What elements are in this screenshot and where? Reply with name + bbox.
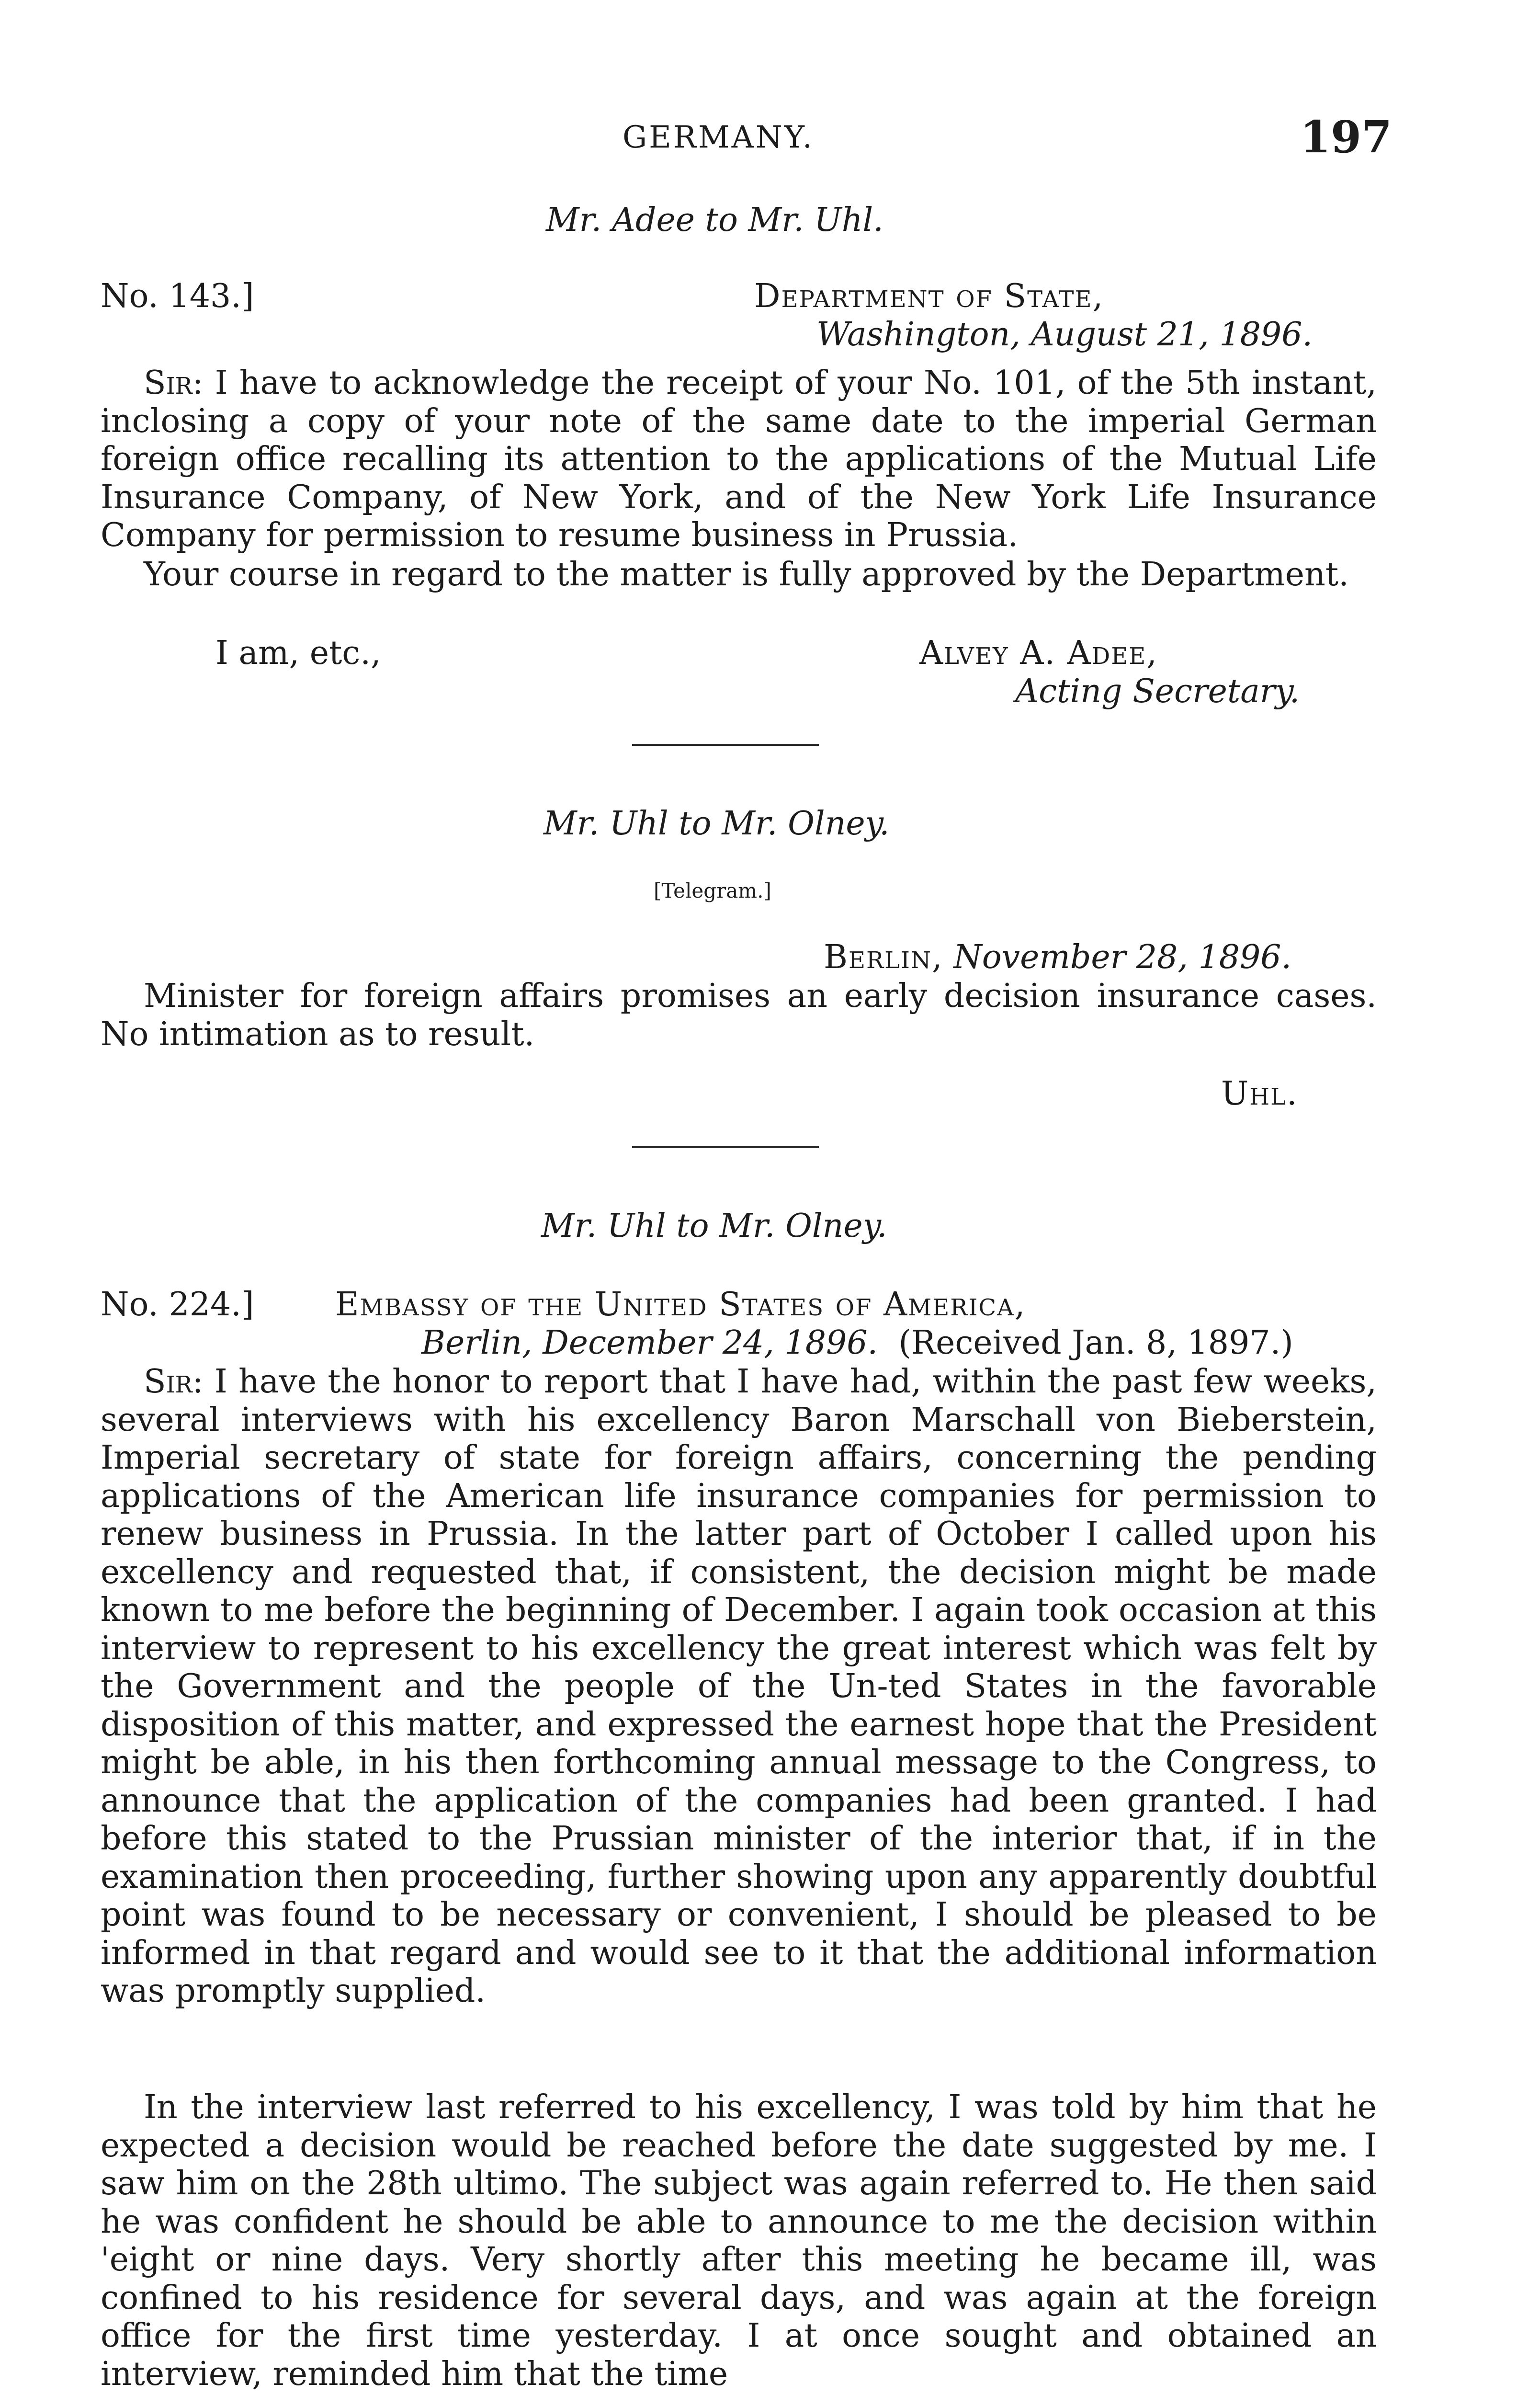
- running-head: GERMANY.: [623, 120, 815, 155]
- letter2-dateline: Berlin, November 28, 1896.: [824, 938, 1292, 976]
- letter2-heading: Mr. Uhl to Mr. Olney.: [544, 805, 890, 843]
- letter1-office: Department of State,: [754, 277, 1104, 315]
- telegram-note: [Telegram.]: [654, 879, 771, 902]
- letter1-signature: Alvey A. Adee,: [919, 634, 1158, 672]
- letter1-title: Acting Secretary.: [1015, 673, 1300, 710]
- letter3-heading: Mr. Uhl to Mr. Olney.: [541, 1207, 887, 1245]
- section-divider: [632, 744, 819, 746]
- letter1-paragraph-2: Your course in regard to the matter is fully approved by the Department.: [144, 556, 1349, 593]
- letter1-paragraph-1: Sir: I have to acknowledge the receipt of your No. 101, of the 5th instant, inclosing a copy of your note of the same date to the imperial German foreign office recalling its attention to the applications of the Mutual Life Insurance Company, of New York, and of the New York Life Insurance Company for permission to resume business in Prussia.: [101, 364, 1377, 554]
- letter3-number: No. 224.]: [101, 1286, 254, 1323]
- letter1-number: No. 143.]: [101, 277, 254, 315]
- letter2-paragraph: Minister for foreign affairs promises an early decision insurance cases. No intimation as to result.: [101, 977, 1377, 1053]
- letter2-signature: Uhl.: [1221, 1075, 1298, 1113]
- letter1-place-date: Washington, August 21, 1896.: [816, 316, 1313, 354]
- letter3-salutation: Sir:: [144, 1363, 204, 1401]
- page-number: 197: [1300, 111, 1393, 163]
- letter3-office: Embassy of the United States of America,: [335, 1286, 1026, 1323]
- letter1-heading: Mr. Adee to Mr. Uhl.: [546, 201, 883, 239]
- letter3-dateline: Berlin, December 24, 1896. (Received Jan. 8, 1897.): [421, 1324, 1293, 1362]
- section-divider: [632, 1146, 819, 1148]
- letter1-closing: I am, etc.,: [215, 634, 381, 672]
- letter3-paragraph-1: Sir: I have the honor to report that I have had, within the past few weeks, several interviews with his excellency Baron Marschall von Bieberstein, Imperial secretary of state for foreign affairs, concerning the pending applications of the American life insurance companies for permission to renew business in Prussia. In the latter part of October I called upon his excellency and requested that, if consistent, the decision might be made known to me before the beginning of December. I again took occasion at this interview to represent to his excellency the great interest which was felt by the Government and the people of the Un-ted States in the favorable disposition of this matter, and expressed the earnest hope that the President might be able, in his then forthcoming annual message to the Congress, to announce that the application of the companies had been granted. I had before this stated to the Prussian minister of the interior that, if in the examination then proceeding, further showing upon any apparently doubtful point was found to be necessary or convenient, I should be pleased to be informed in that regard and would see to it that the additional information was promptly supplied.: [101, 1363, 1377, 2010]
- letter1-salutation: Sir:: [144, 364, 204, 402]
- letter3-paragraph-2: In the interview last referred to his excellency, I was told by him that he expected a decision would be reached before the date suggested by me. I saw him on the 28th ultimo. The subject was again referred to. He then said he was confident he should be able to announce to me the decision within 'eight or nine days. Very shortly after this meeting he became ill, was confined to his residence for several days, and was again at the foreign office for the first time yesterday. I at once sought and obtained an interview, reminded him that the time: [101, 2088, 1377, 2393]
